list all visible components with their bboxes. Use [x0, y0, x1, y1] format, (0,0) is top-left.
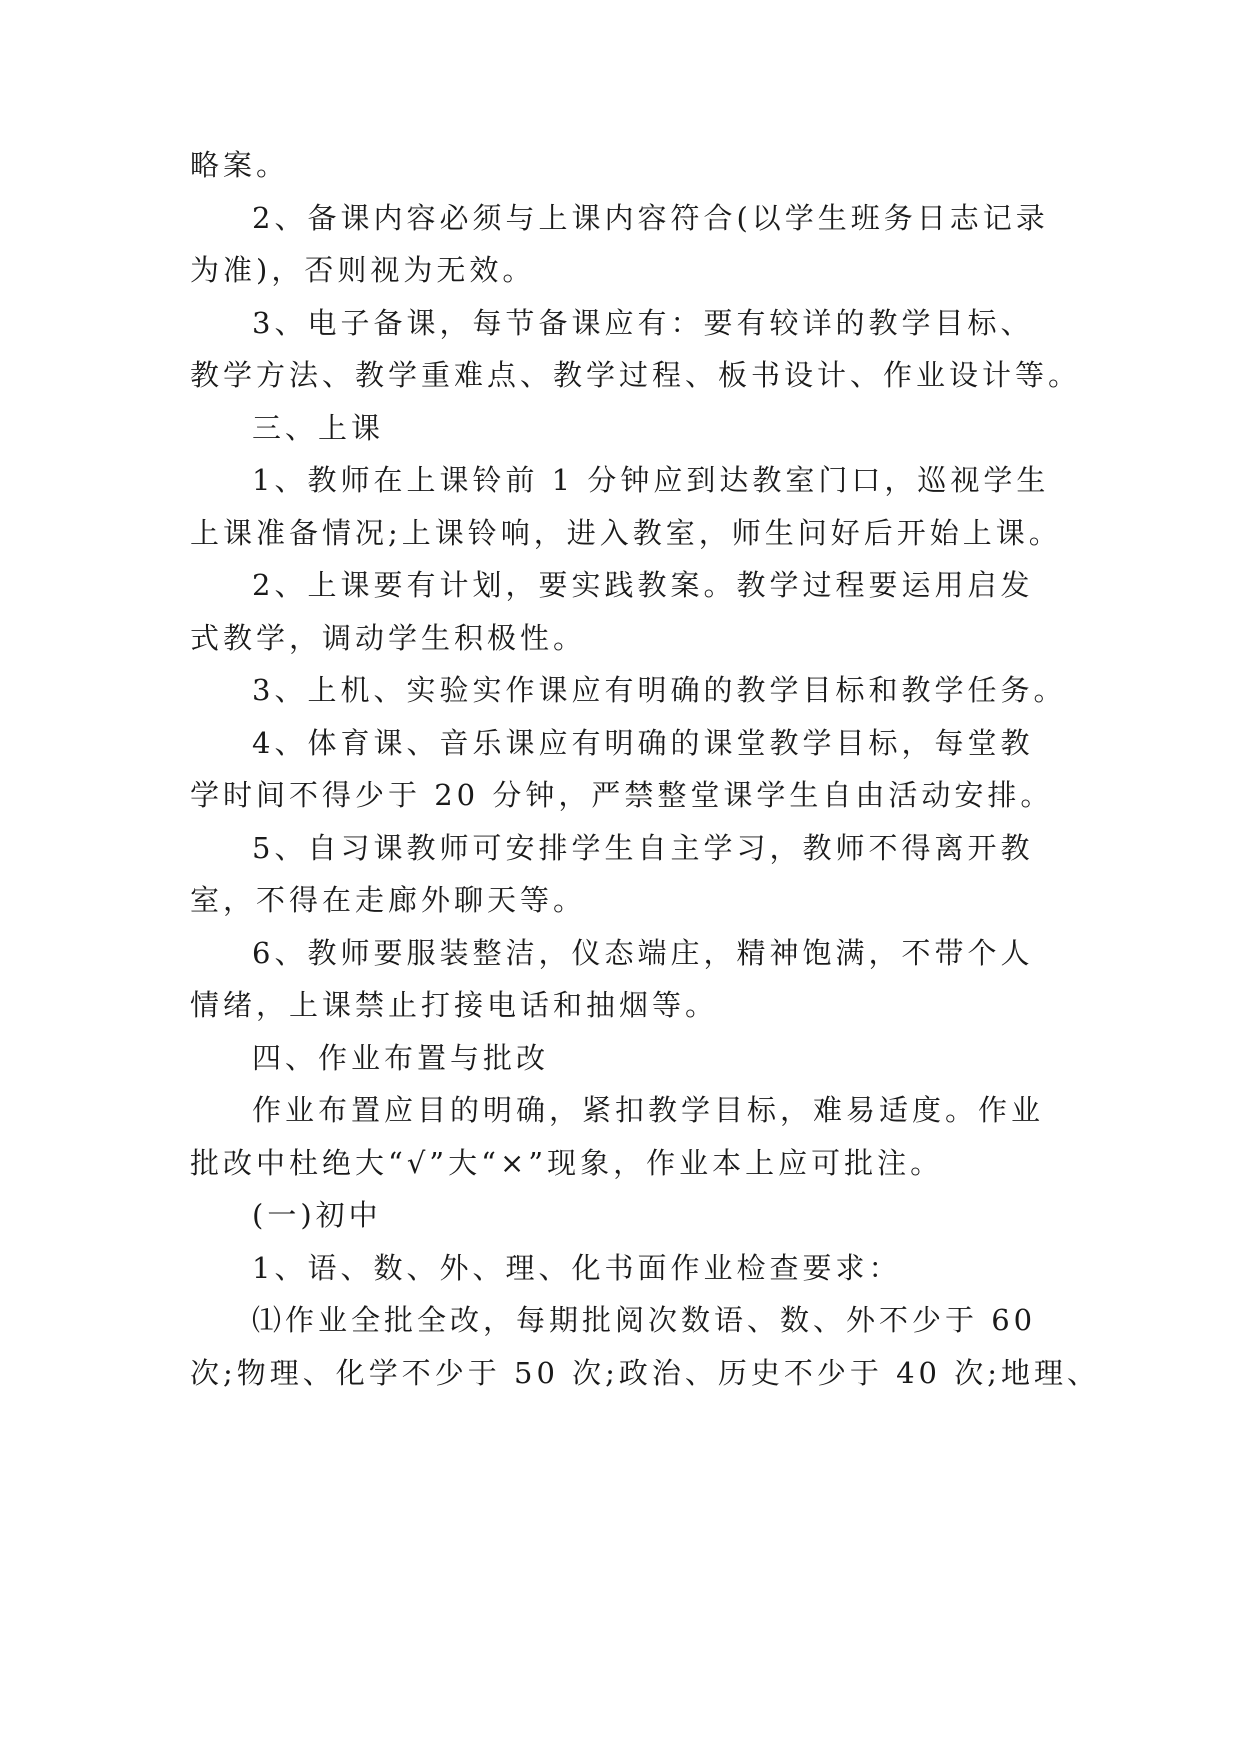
text-line: 式教学，调动学生积极性。: [190, 621, 587, 655]
text-line: 3、电子备课，每节备课应有：要有较详的教学目标、: [252, 306, 1034, 340]
text-line: 3、上机、实验实作课应有明确的教学目标和教学任务。: [252, 673, 1067, 707]
text-line: 批改中杜绝大“√”大“×”现象，作业本上应可批注。: [190, 1146, 944, 1180]
text-line: 情绪，上课禁止打接电话和抽烟等。: [190, 988, 719, 1022]
text-line: 次;物理、化学不少于 50 次;政治、历史不少于 40 次;地理、: [190, 1356, 1100, 1390]
text-line: 1、教师在上课铃前 1 分钟应到达教室门口，巡视学生: [252, 463, 1050, 497]
text-line: ⑴作业全批全改，每期批阅次数语、数、外不少于 60: [252, 1303, 1037, 1337]
section-heading: 三、上课: [252, 411, 385, 445]
text-line: 1、语、数、外、理、化书面作业检查要求：: [252, 1251, 902, 1285]
text-line: 5、自习课教师可安排学生自主学习，教师不得离开教: [252, 831, 1034, 865]
section-heading: 四、作业布置与批改: [252, 1041, 550, 1075]
text-line: 作业布置应目的明确，紧扣教学目标，难易适度。作业: [252, 1093, 1045, 1127]
text-line: 2、上课要有计划，要实践教案。教学过程要运用启发: [252, 568, 1034, 602]
text-line: 室，不得在走廊外聊天等。: [190, 883, 587, 917]
text-line: 略案。: [190, 148, 290, 182]
text-line: 学时间不得少于 20 分钟，严禁整堂课学生自由活动安排。: [190, 778, 1054, 812]
text-line: 6、教师要服装整洁，仪态端庄，精神饱满，不带个人: [252, 936, 1034, 970]
text-line: 为准)，否则视为无效。: [190, 253, 536, 287]
text-line: 教学方法、教学重难点、教学过程、板书设计、作业设计等。: [190, 358, 1082, 392]
text-line: 上课准备情况;上课铃响，进入教室，师生问好后开始上课。: [190, 516, 1062, 550]
text-line: 2、备课内容必须与上课内容符合(以学生班务日志记录: [252, 201, 1049, 235]
text-line: 4、体育课、音乐课应有明确的课堂教学目标，每堂教: [252, 726, 1034, 760]
subsection-heading: (一)初中: [252, 1198, 382, 1232]
